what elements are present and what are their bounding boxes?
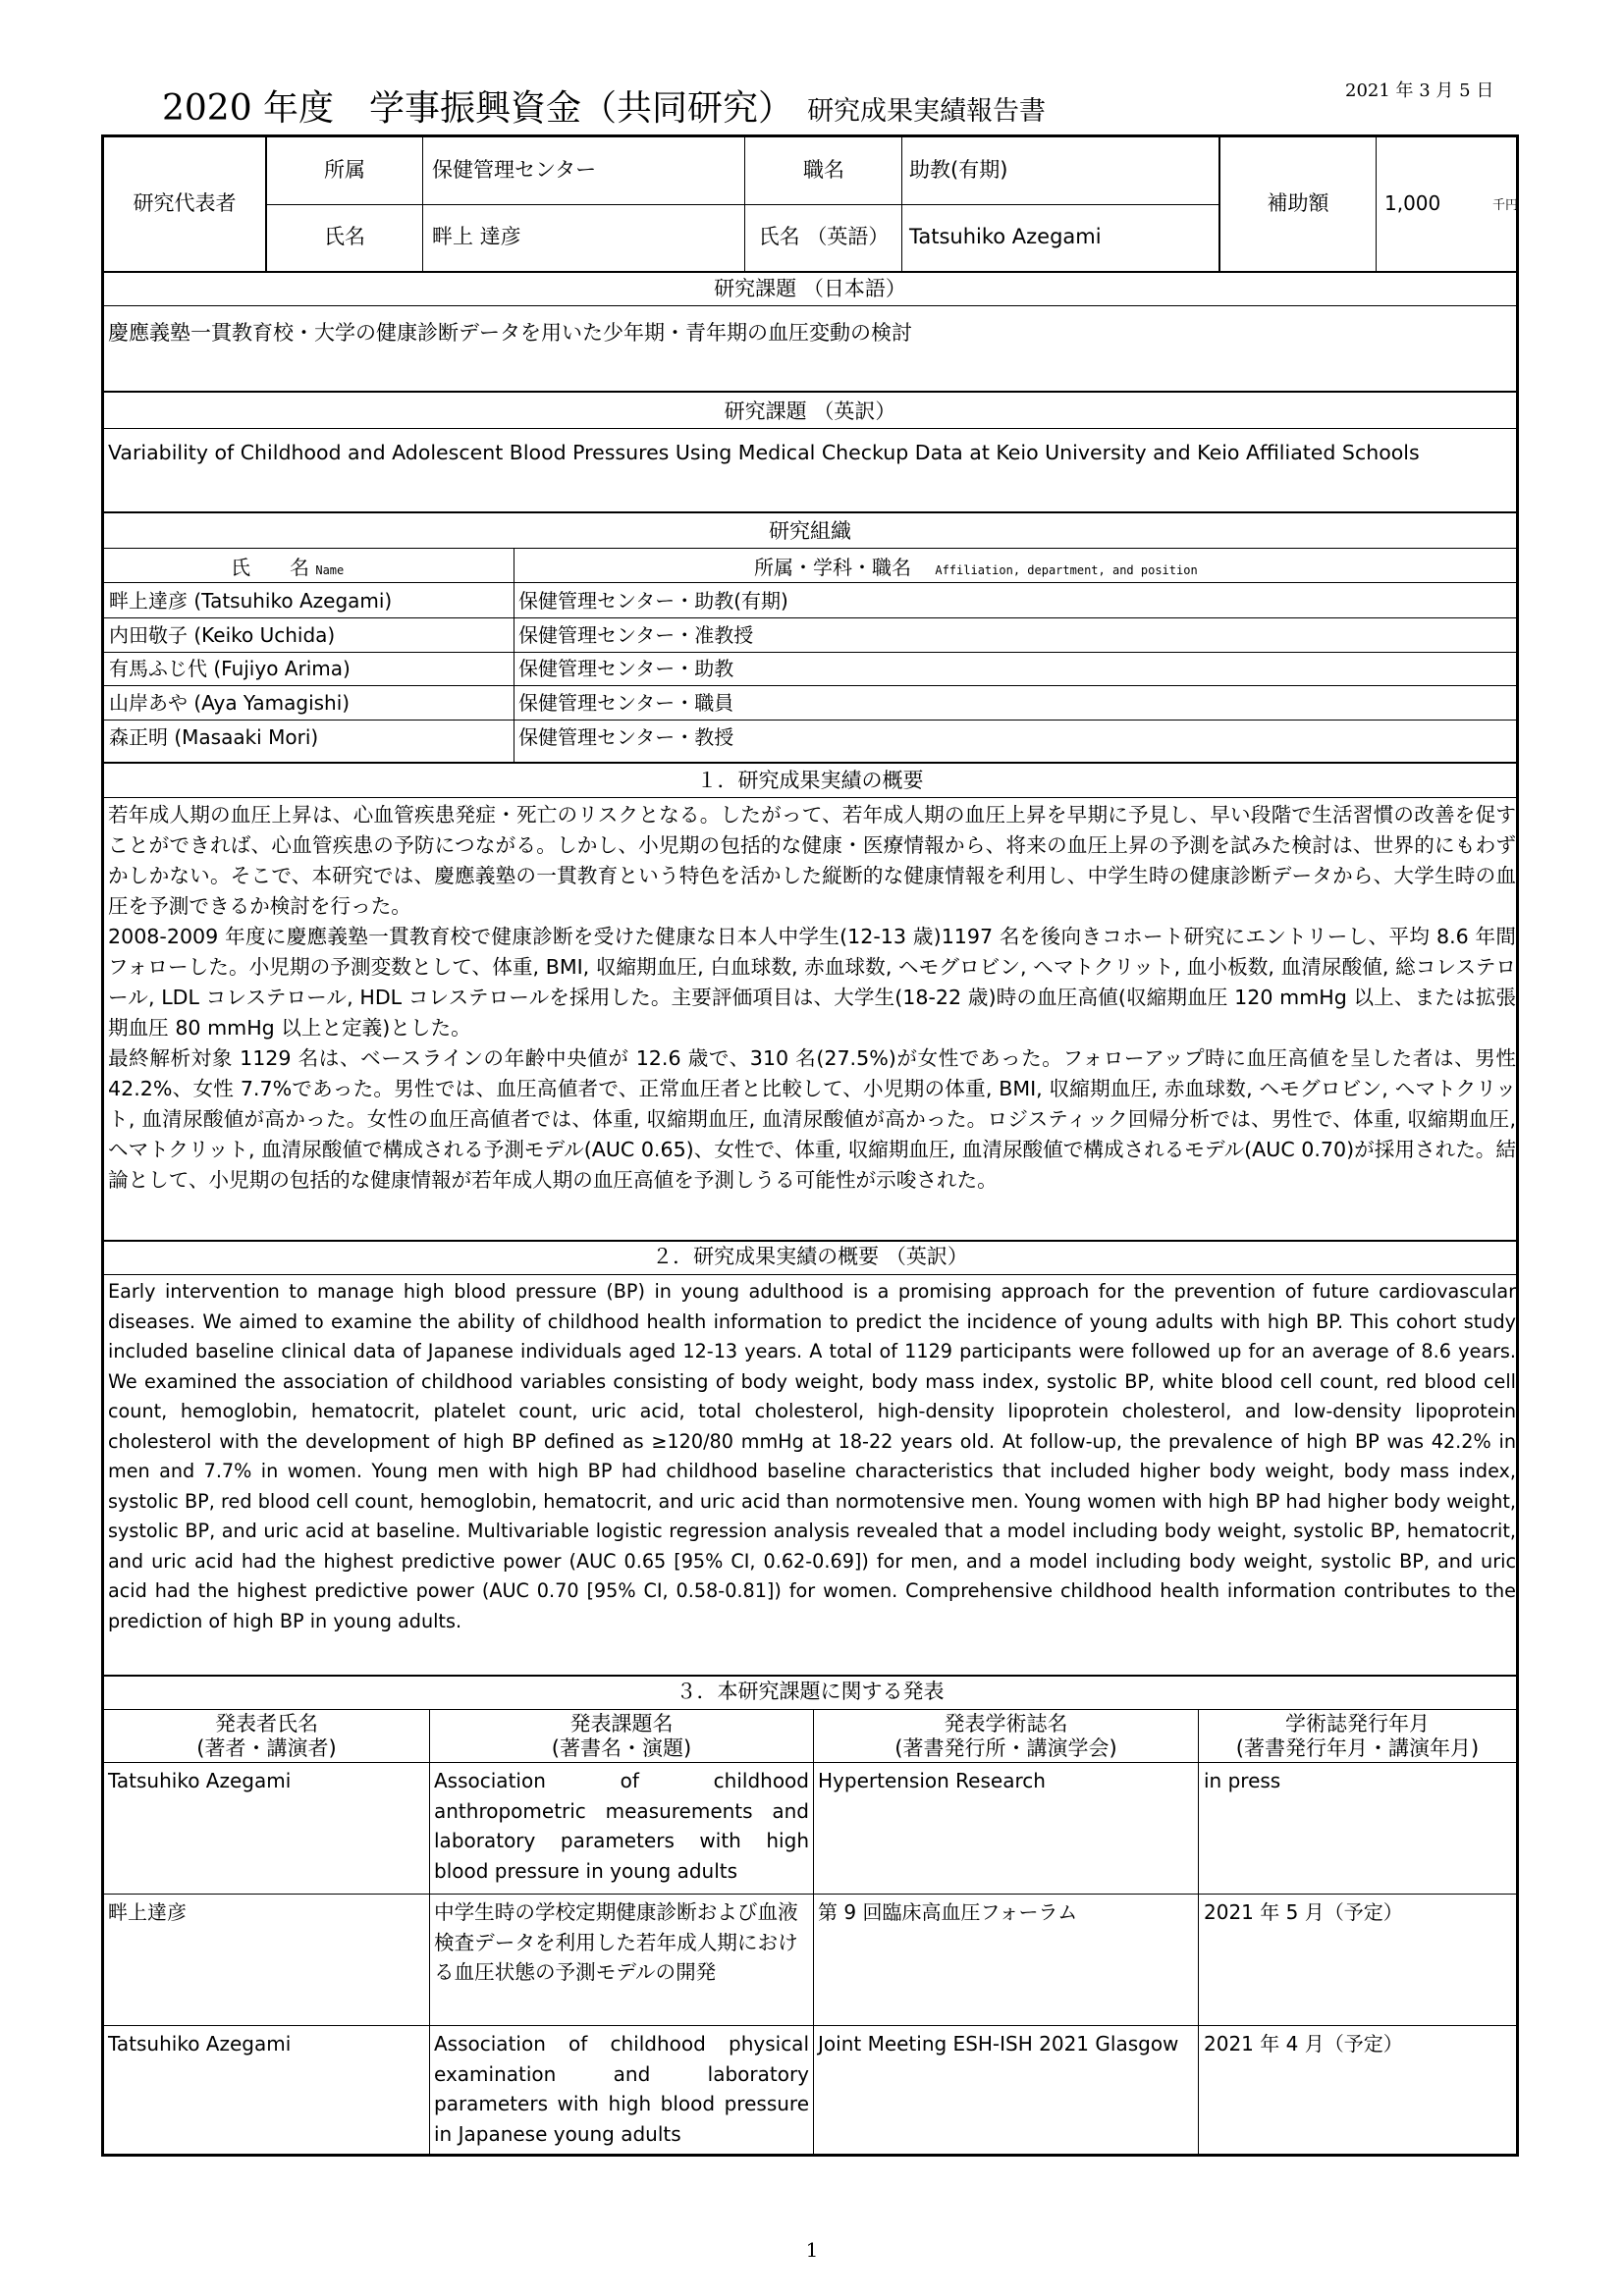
pub-col-venue-header xyxy=(814,1712,1198,1761)
grant-label: 補助額 xyxy=(1267,191,1329,215)
member-affiliation: 保健管理センター・助教 xyxy=(518,657,734,680)
divider xyxy=(101,617,1519,618)
pub-author: Tatsuhiko Azegami xyxy=(108,1769,292,1792)
summary-ja-paragraph: 2008-2009 年度に慶應義塾一貫教育校で健康診断を受けた健康な日本人中学生(12-13 歳)1197 名を後向きコホート研究にエントリーし、平均 8.6 年間フォローした。小児期の予測変数として、体重, BMI, 収縮期血圧, 白血球数, 赤血球数, ヘモグロビン, ヘマトクリット, 血小板数, 血清尿酸値, 総コレステロール, LDL コレステロール, HDL コレステロールを採用した。主要評価項目は、大学生(18-22 歳)時の血圧高値(収縮期血圧 120 mmHg 以上、または拡張期血圧 80 mmHg 以上と定義)とした。 xyxy=(108,925,1516,1040)
member-affiliation: 保健管理センター・教授 xyxy=(518,725,734,749)
pub-col-header-line: 発表課題名 xyxy=(569,1712,674,1735)
position-label: 職名 xyxy=(803,158,844,182)
summary-ja-paragraph: 最終解析対象 1129 名は、ベースラインの年齢中央値が 12.6 歳で、310 名(27.5%)が女性であった。フォローアップ時に血圧高値を呈した者は、男性 42.2%、女性 7.7%であった。男性では、血圧高値者で、正常血圧者と比較して、小児期の体重, BMI, 収縮期血圧, 赤血球数, ヘモグロビン, ヘマトクリット, 血清尿酸値が高かった。女性の血圧高値者では、体重, 収縮期血圧, 血清尿酸値が高かった。ロジスティック回帰分析では、男性で、体重, 収縮期血圧, ヘマトクリット, 血清尿酸値で構成される予測モデル(AUC 0.65)、女性で、体重, 収縮期血圧, 血清尿酸値で構成されるモデル(AUC 0.70)が採用された。結論として、小児期の包括的な健康情報が若年成人期の血圧高値を予測しうる可能性が示唆された。 xyxy=(108,1046,1516,1192)
member-affiliation: 保健管理センター・准教授 xyxy=(518,623,754,647)
divider xyxy=(101,1709,1519,1710)
divider xyxy=(101,1894,1519,1895)
pub-author: Tatsuhiko Azegami xyxy=(108,2032,292,2056)
member-affiliation: 保健管理センター・助教(有期) xyxy=(518,589,788,613)
pub-col-header-line: (著者・講演者) xyxy=(196,1736,337,1760)
summary-en-body: Early intervention to manage high blood pressure (BP) in young adulthood is a promising approach for the prevention of future cardiovascular diseases. We aimed to examine the ability of childhood health information to predict the incidence of young adults with high BP. This cohort study included baseline clinical data of Japanese individuals aged 12-13 years. A total of 1129 participants were followed up for an average of 8.6 years. We examined the association of childhood variables consisting of body weight, body mass index, systolic BP, white blood cell count, red blood cell count, hemoglobin, hematocrit, platelet count, uric acid, total cholesterol, high-density lipoprotein cholesterol, and low-density lipoprotein cholesterol with the development of high BP defined as ≥120/80 mmHg at 18-22 years old. At follow-up, the prevalence of high BP was 42.2% in men and 7.7% in women. Young men with high BP had childhood baseline characteristics that included higher body weight, body mass index, systolic BP, red blood cell count, hemoglobin, hematocrit, and uric acid than normotensive men. Young women with high BP had higher body weight, systolic BP, and uric acid at baseline. Multivariable logistic regression analysis revealed that a model including body weight, systolic BP, hematocrit, and uric acid had the highest predictive power (AUC 0.65 [95% CI, 0.62-0.69]) for men, and a model including body weight, systolic BP, and uric acid had the highest predictive power (AUC 0.70 [95% CI, 0.58-0.81]) for women. Comprehensive childhood health information contributes to the prediction of high BP in young adults. xyxy=(108,1280,1516,1632)
affiliation-value: 保健管理センター xyxy=(432,158,597,182)
summary-ja-paragraph: 若年成人期の血圧上昇は、心血管疾患発症・死亡のリスクとなる。したがって、若年成人期の血圧上昇を早期に予見し、早い段階で生活習慣の改善を促すことができれば、心血管疾患の予防につながる。しかし、小児期の包括的な健康・医療情報から、将来の血圧上昇の予測を試みた検討は、世界的にもわずかしかない。そこで、本研究では、慶應義塾の一貫教育という特色を活かした縦断的な健康情報を利用し、中学生時の健康診断データから、大学生時の血圧を予測できるか検討を行った。 xyxy=(108,803,1516,918)
pub-col-header-line: (著書発行所・講演学会) xyxy=(894,1736,1117,1760)
divider xyxy=(101,685,1519,686)
divider xyxy=(101,2025,1519,2026)
divider xyxy=(101,720,1519,721)
member-name: 有馬ふじ代 (Fujiyo Arima) xyxy=(109,657,351,680)
report-date: 2021 年 3 月 5 日 xyxy=(1345,80,1494,101)
pub-col-header-line: 発表学術誌名 xyxy=(944,1712,1068,1735)
pub-col-date-header xyxy=(1199,1712,1516,1761)
divider xyxy=(101,1675,1519,1677)
member-name: 山岸あや (Aya Yamagishi) xyxy=(109,691,351,715)
divider xyxy=(101,305,1519,306)
pub-venue: Joint Meeting ESH-ISH 2021 Glasgow xyxy=(818,2032,1179,2056)
grant-amount: 1,000 xyxy=(1384,191,1441,215)
name-en-label: 氏名 （英語） xyxy=(758,225,890,248)
name-value: 畔上 達彦 xyxy=(432,225,521,248)
member-aff-header xyxy=(754,555,1198,583)
grant-unit: 千円 xyxy=(1492,198,1519,213)
divider xyxy=(101,1240,1519,1242)
divider xyxy=(813,1709,814,2157)
pub-title: Association of childhood physical examination and laboratory parameters with high blood pressure in Japanese young adults xyxy=(434,2032,809,2146)
document-title-main: 2020 年度 学事振興資金（共同研究） xyxy=(162,88,794,129)
pub-col-header-line: (著書発行年月・講演年月) xyxy=(1235,1736,1480,1760)
summary-ja-body xyxy=(108,800,1516,1196)
publications-heading: ３．本研究課題に関する発表 xyxy=(676,1680,945,1703)
representative-label: 研究代表者 xyxy=(133,191,237,215)
divider xyxy=(101,1762,1519,1763)
pub-col-header-line: 発表者氏名 xyxy=(215,1712,318,1735)
name-label: 氏名 xyxy=(324,225,365,248)
title-ja-text: 慶應義塾一貫教育校・大学の健康診断データを用いた少年期・青年期の血圧変動の検討 xyxy=(108,321,912,345)
divider xyxy=(101,652,1519,653)
divider xyxy=(101,1274,1519,1275)
name-en-value: Tatsuhiko Azegami xyxy=(909,225,1102,248)
member-name-header-ja: 氏 名 xyxy=(231,556,309,579)
member-name-header-en: Name xyxy=(315,563,345,577)
divider xyxy=(101,511,1519,513)
member-name: 内田敬子 (Keiko Uchida) xyxy=(109,623,336,647)
title-ja-heading: 研究課題 （日本語） xyxy=(714,277,906,300)
affiliation-label: 所属 xyxy=(324,158,365,182)
pub-col-header-line: 学術誌発行年月 xyxy=(1285,1712,1430,1735)
pub-date: in press xyxy=(1204,1769,1281,1792)
member-name: 畔上達彦 (Tatsuhiko Azegami) xyxy=(109,589,393,613)
pub-col-title-header xyxy=(430,1712,813,1761)
member-name: 森正明 (Masaaki Mori) xyxy=(109,725,319,749)
pub-venue: 第 9 回臨床高血圧フォーラム xyxy=(818,1900,1078,1924)
divider xyxy=(1198,1709,1199,2157)
divider xyxy=(101,762,1519,764)
divider xyxy=(429,1709,430,2157)
pub-title: 中学生時の学校定期健康診断および血液検査データを利用した若年成人期における血圧状態の予測モデルの開発 xyxy=(434,1900,798,1984)
organization-heading: 研究組織 xyxy=(769,519,851,543)
divider xyxy=(1376,137,1377,272)
title-en-text: Variability of Childhood and Adolescent Blood Pressures Using Medical Checkup Data at Keio University and Keio Affiliated Schools xyxy=(108,441,1420,464)
member-aff-header-ja: 所属・学科・職名 xyxy=(754,556,911,579)
member-affiliation: 保健管理センター・職員 xyxy=(518,691,734,715)
divider xyxy=(265,204,1218,205)
pub-date: 2021 年 4 月（予定） xyxy=(1204,2032,1403,2056)
document-title xyxy=(162,80,1046,131)
divider xyxy=(101,428,1519,429)
summary-en-heading: ２．研究成果実績の概要 （英訳） xyxy=(652,1245,968,1268)
pub-col-author-header xyxy=(104,1712,429,1761)
pub-date: 2021 年 5 月（予定） xyxy=(1204,1900,1403,1924)
page-number: 1 xyxy=(805,2238,819,2262)
divider xyxy=(101,582,1519,583)
divider xyxy=(101,271,1519,273)
pub-title: Association of childhood anthropometric measurements and laboratory parameters with high blood pressure in young adults xyxy=(434,1769,809,1883)
pub-author: 畔上達彦 xyxy=(108,1900,187,1924)
member-name-header xyxy=(231,555,344,583)
pub-col-header-line: (著書名・演題) xyxy=(551,1736,692,1760)
summary-ja-heading: １．研究成果実績の概要 xyxy=(696,769,924,792)
position-value: 助教(有期) xyxy=(909,158,1008,182)
divider xyxy=(101,391,1519,393)
member-aff-header-en: Affiliation, department, and position xyxy=(935,563,1198,577)
divider xyxy=(101,548,1519,549)
divider xyxy=(101,797,1519,798)
document-title-sub: 研究成果実績報告書 xyxy=(807,96,1047,127)
pub-venue: Hypertension Research xyxy=(818,1769,1046,1792)
title-en-heading: 研究課題 （英訳） xyxy=(724,400,896,423)
